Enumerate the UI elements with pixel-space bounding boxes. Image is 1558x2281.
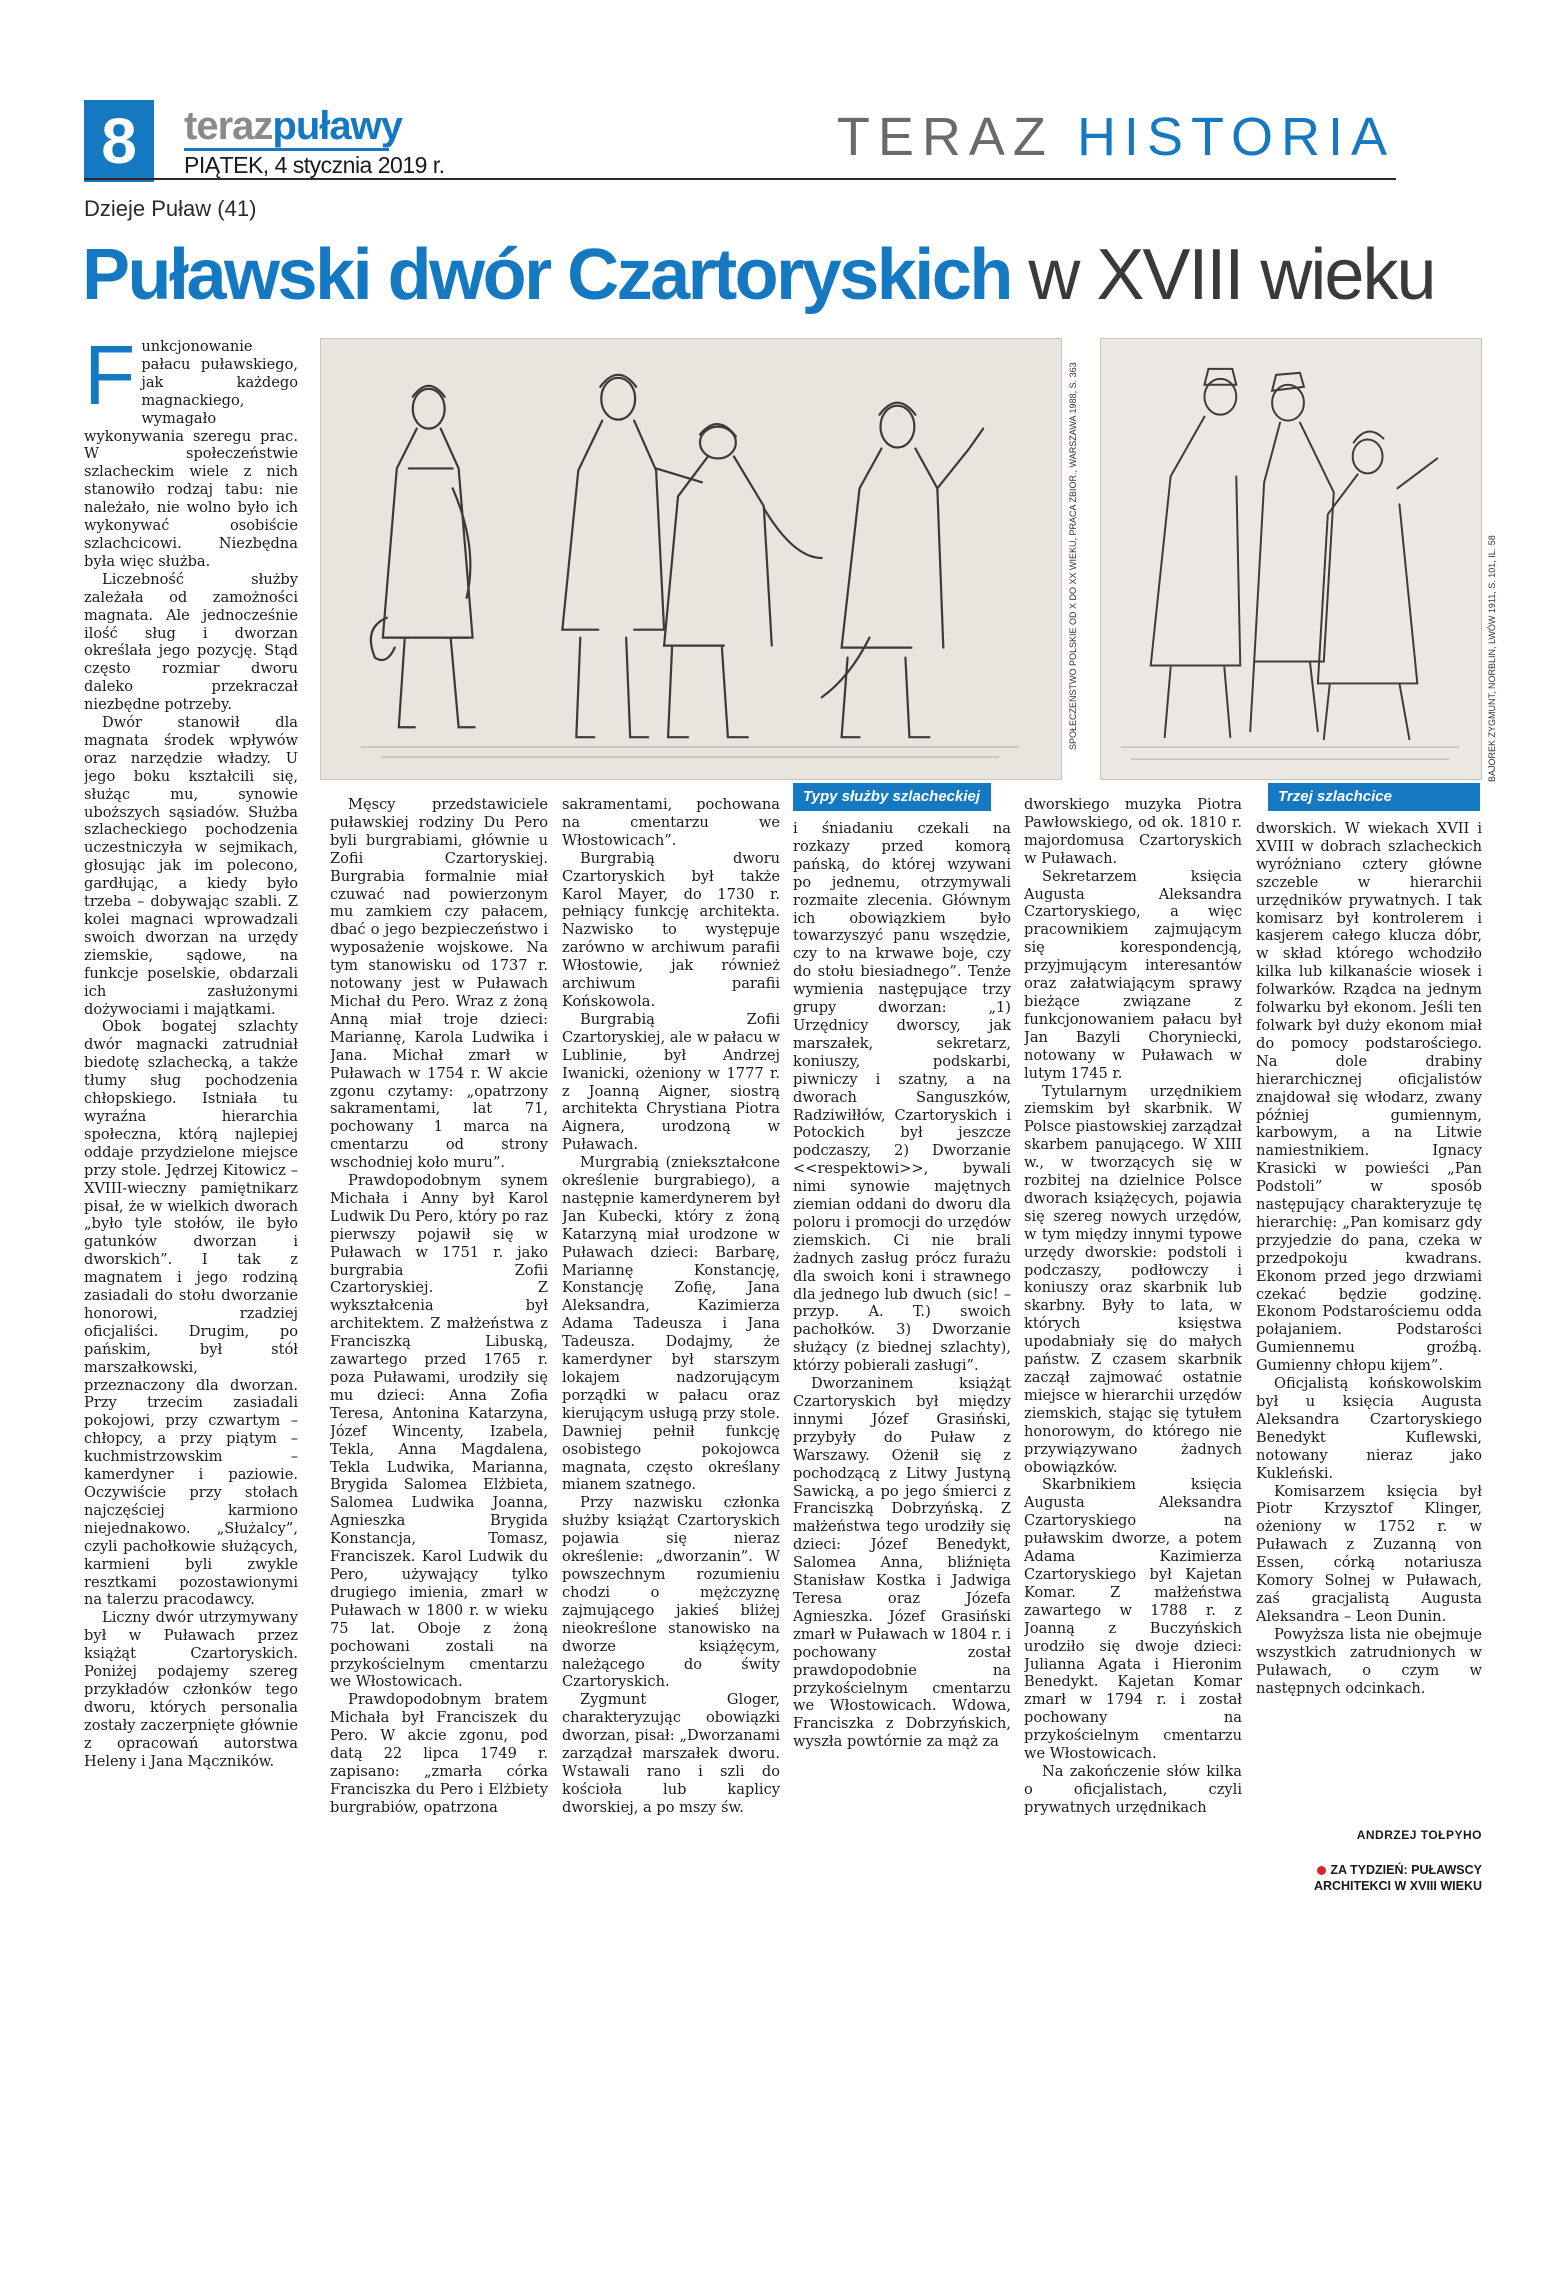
article-headline [82, 234, 1434, 316]
paragraph: Prawdopodobnym synem Michała i Anny był Karol Ludwik Du Pero, który po raz pierwszy pojawił się w Puławach w 1751 r. jako burgrabia Zofii Czartoryskiej. Z wykształcenia był architektem. Z małżeństwa z Franciszką Libuską, zawartego przed 1765 r. poza Puławami, urodziły się mu dzieci: Anna Zofia Teresa, Antonina Katarzyna, Józef Wincenty, Izabela, Tekla, Anna Magdalena, Tekla Ludwika, Marianna, Brygida Salomea Elżbieta, Salomea Ludwika Joanna, Agnieszka Brygida Konstancja, Tomasz, Franciszek. Karol Ludwik du Pero, używający tylko drugiego imienia, zmarł w Puławach w 1800 r. w wieku 75 lat. Oboje z żoną pochowani zostali na przykościelnym cmentarzu we Włostowicach. [330, 1172, 548, 1691]
illustration-service-types [320, 338, 1062, 780]
author-byline: ANDRZEJ TOŁPYHO [1356, 1828, 1482, 1842]
bullet-dot-icon [1317, 1866, 1326, 1875]
logo-pulawy: puławy [272, 104, 402, 148]
paragraph: unkcjonowanie pałacu puławskiego, jak każdego magnackiego, wymagało wykonywania szeregu prac. W społeczeństwie szlacheckim wiele z nich stanowiło rodzaj tabu: nie należało, nie wolno było ich wykonywać osobiście szlachcicowi. Niezbędna była więc służba. [84, 338, 298, 570]
issue-date: PIĄTEK, 4 stycznia 2019 r. [184, 152, 445, 178]
paragraph: Liczny dwór utrzymywany był w Puławach przez książąt Czartoryskich. Poniżej podajemy szereg przykładów członków tego dworu, których personalia zostały zaczerpnięte głównie z opracowań autorstwa Heleny i Jana Mączników. [84, 1609, 298, 1770]
paragraph: Dworzaninem książąt Czartoryskich był między innymi Józef Grasiński, przybyły do Puław z Warszawy. Ożenił się z pochodzącą z Litwy Justyną Sawicką, a po jego śmierci z Franciszką Dobrzyńską. Z małżeństwa tego urodziły się dzieci: Józef Benedykt, Salomea Anna, bliźnięta Stanisław Kostka i Jadwiga Teresa oraz Józefa Agnieszka. Józef Grasiński zmarł w Puławach w 1804 r. i pochowany został prawdopodobnie na przykościelnym cmentarzu we Włostowicach. Wdowa, Franciszka z Dobrzyńskich, wyszła powtórnie za mąż za [793, 1375, 1011, 1751]
paragraph: Obok bogatej szlachty dwór magnacki zatrudniał biedotę szlachecką, a także tłumy sług pochodzenia chłopskiego. Istniała tu wyraźna hierarchia społeczna, którą najlepiej oddaje przydzielone miejsce przy stole. Jędrzej Kitowicz – XVIII-wieczny pamiętnikarz pisał, że w wielkich dworach „było tyle stołów, ile było gatunków dworzan i dworskich”. I tak z magnatem i jego rodziną zasiadali do stołu dworzanie honorowi, rzadziej oficjaliści. Drugim, po pańskim, był stół marszałkowski, przeznaczony dla dworzan. Przy trzecim zasiadali pokojowi, przy czwartym – chłopcy, a przy piątym – kuchmistrzowskim – kamerdyner i paziowie. Oczywiście przy stołach najczęściej karmiono niejednakowo. „Służalcy”, czyli pachołkowie służących, karmieni byli zwykle resztkami pozostawionymi na talerzu pracodawcy. [84, 1018, 298, 1609]
paragraph: Powyższa lista nie obejmuje wszystkich zatrudnionych w Puławach, o czym w następnych odcinkach. [1256, 1625, 1482, 1697]
pencil-sketch-figures-icon [321, 339, 1061, 779]
drop-cap: F [84, 338, 136, 422]
paragraph: Burgrabią dworu Czartoryskich był także Karol Mayer, do 1730 r. pełniący funkcję architekta. Nazwisko to występuje zarówno w archiwum parafii Włostowie, jak również archiwum parafii Końskowola. [562, 849, 780, 1010]
paragraph: Zygmunt Gloger, charakteryzując obowiązki dworzan, pisał: „Dworzanami zarządzał marszałek dworu. Wstawali rano i szli do kościoła lub kaplicy dworskiej, a po mszy św. [562, 1691, 780, 1816]
paragraph: i śniadaniu czekali na rozkazy przed komorą pańską, do której wzywani po jednemu, otrzymywali rozmaite zlecenia. Głównym ich obowiązkiem było towarzyszyć panu wszędzie, czy to na krwawe boje, czy do stołu biesiadnego”. Tenże wymienia następujące trzy grupy dworzan: „1) Urzędnicy dworscy, jak marszałek, sekretarz, koniuszy, podskarbi, piwniczy i szatny, a na dworach Sanguszków, Radziwiłłów, Czartoryskich i Potockich był jeszcze podczaszy, 2) Dworzanie <<respektowi>>, bywali nimi synowie majętnych ziemian oddani do dworu dla poloru i promocji do urzędów ziemskich. Ci nie brali żadnych zasług prócz furażu dla swoich koni i strawnego dla jednego lub dwuch (sic! – przyp. A. T.) swoich pachołków. 3) Dworzanie służący (z biednej szlachty), którzy pobierali zasługi”. [793, 820, 1011, 1375]
article-column-3 [562, 796, 780, 1898]
paragraph: dworskiego muzyka Piotra Pawłowskiego, od ok. 1810 r. majordomusa Czartoryskich w Puławach. [1024, 796, 1242, 867]
page-number: 8 [84, 100, 154, 182]
paragraph: Prawdopodobnym bratem Michała był Franciszek du Pero. W akcie zgonu, pod datą 22 lipca 1749 r. zapisano: „zmarła córka Franciszka du Pero i Elżbiety burgrabiów, opatrzona [330, 1691, 548, 1816]
paragraph: sakramentami, pochowana na cmentarzu we Włostowicach”. [562, 796, 780, 849]
paragraph: Na zakończenie słów kilka o oficjalistach, czyli prywatnych urzędnikach [1024, 1762, 1242, 1816]
series-label: Dzieje Puław (41) [84, 196, 257, 221]
article-column-2 [330, 796, 548, 1898]
headline-main: Puławski dwór Czartoryskich [82, 235, 1011, 315]
teaser-line-1: ZA TYDZIEŃ: PUŁAWSCY [1330, 1863, 1482, 1877]
illustration-three-nobles [1100, 338, 1482, 780]
teaser-line-2: ARCHITEKCI W XVIII WIEKU [1313, 1879, 1482, 1893]
photo-credit-right: BAJOREK ZYGMUNT, NORBLIN, LWÓW 1911, S. 101, IL. 58 [1487, 535, 1497, 782]
section-historia: HISTORIA [1076, 107, 1395, 167]
article-column-1 [84, 338, 298, 1898]
paragraph: Przy nazwisku członka służby książąt Czartoryskich pojawia się nieraz określenie: „dworzanin”. W powszechnym rozumieniu chodzi o mężczyznę zajmującego jakieś bliżej nieokreślone stanowisko na dworze książęcym, należącego do świty Czartoryskich. [562, 1494, 780, 1691]
paragraph: dworskich. W wiekach XVII i XVIII w dobrach szlacheckich wyróżniano cztery główne szczeble w hierarchii urzędników prywatnych. I tak komisarz był kontrolerem i kasjerem całego klucza dóbr, w skład którego wchodziło kilka lub kilkanaście wiosek i folwarków. Rządca na jednym folwarku był ekonom. Jeśli ten folwark był duży ekonom miał do pomocy podstarościego. Na dole drabiny hierarchicznej oficjalistów znajdował się włodarz, zwany później gumiennym, karbowym, a na Litwie namiestnikiem. Ignacy Krasicki w powieści „Pan Podstoli” w sposób następujący charakteryzuje tę hierarchię: „Pan komisarz gdy przyjedzie do pana, czeka w przedpokoju kwadrans. Ekonom przed jego drzwiami czekać będzie godzinę. Ekonom Podstarościemu odda połajaniem. Podstarości Gumiennemu groźbą. Gumienny chłopu kijem”. [1256, 820, 1482, 1375]
paragraph: Liczebność służby zależała od zamożności magnata. Ale jednocześnie ilość sług i dworzan określała jego pozycję. Stąd często rozmiar dworu daleko przekraczał niezbędne potrzeby. [84, 570, 298, 714]
logo-teraz: teraz [184, 104, 273, 148]
paragraph: Sekretarzem księcia Augusta Aleksandra Czartoryskiego, a więc pracownikiem zajmującym się korespondencją, przyjmującym interesantów oraz załatwiającym sprawy bieżące związane z funkcjonowaniem pałacu był Jan Bazyli Choryniecki, notowany w Puławach w lutym 1745 r. [1024, 867, 1242, 1082]
masthead-divider [84, 178, 1396, 180]
paragraph: Tytularnym urzędnikiem ziemskim był skarbnik. W Polsce piastowskiej zarządzał skarbem panującego. W XIII w., w tworzących się w rozbitej na dzielnice Polsce dworach książęcych, pojawia się szereg nowych urzędów, w tym między innymi typowe urzędy dworskie: podstoli i podczaszy, podłowczy i koniuszy oraz skarbnik lub skarbny. Były to lata, w których księstwa upodabniały się do małych państw. Z czasem skarbnik zaczął zajmować ostatnie miejsce w hierarchii urzędów ziemskich, stając się tytułem honorowym, do którego nie przywiązywano żadnych obowiązków. [1024, 1082, 1242, 1476]
article-column-6 [1256, 820, 1482, 1820]
section-title [837, 106, 1395, 168]
article-column-5 [1024, 796, 1242, 1898]
paragraph: Męscy przedstawiciele puławskiej rodziny Du Pero byli burgrabiami, głównie u Zofii Czartoryskiej. Burgrabia formalnie miał czuwać nad powierzonym mu zamkiem czy pałacem, dbać o jego bezpieczeństwo i wyposażenie wojskowe. Na tym stanowisku od 1737 r. notowany jest w Puławach Michał du Pero. Wraz z żoną Anną miał troje dzieci: Mariannę, Karola Ludwika i Jana. Michał zmarł w Puławach w 1754 r. W akcie zgonu czytamy: „opatrzony sakramentami, lat 71, pochowany 1 marca na cmentarzu od strony wschodniej koło muru”. [330, 796, 548, 1172]
paragraph: Skarbnikiem księcia Augusta Aleksandra Czartoryskiego na puławskim dworze, a potem Adama Kazimierza Czartoryskiego był Kajetan Komar. Z małżeństwa zawartego w 1788 r. z Joanną z Buczyńskich urodziło się dwoje dzieci: Julianna Agata i Hieronim Benedykt. Kajetan Komar zmarł w 1794 r. i został pochowany na przykościelnym cmentarzu we Włostowicach. [1024, 1476, 1242, 1763]
logo-underline [184, 148, 389, 151]
paragraph: Burgrabią Zofii Czartoryskiej, ale w pałacu w Lublinie, był Andrzej Iwanicki, ożeniony w 1777 r. z Joanną Aigner, siostrą architekta Chrystiana Piotra Aignera, urodzoną w Puławach. [562, 1010, 780, 1154]
paragraph: Dwór stanowił dla magnata środek wpływów oraz narzędzie władzy. U jego boku kształcili się, służąc mu, synowie uboższych sąsiadów. Służba szlacheckiego pochodzenia uczestniczyła w sejmikach, głosując jak im polecono, gardłując, a kiedy było trzeba – dobywając szabli. Z kolei magnaci wprowadzali swoich dworzan na urzędy ziemskie, sądowe, na funkcje poselskie, obdarzali ich zasłużonymi dożywociami i majątkami. [84, 714, 298, 1018]
paragraph: Oficjalistą końskowolskim był u księcia Augusta Aleksandra Czartoryskiego Benedykt Kuflewski, notowany nieraz jako Kukleński. [1256, 1375, 1482, 1482]
caption-right: Trzej szlachcice [1268, 783, 1480, 811]
paragraph: Komisarzem księcia był Piotr Krzysztof Klinger, ożeniony w 1752 r. w Puławach z Zuzanną von Essen, córką notariusza Komory Solnej w Puławach, zaś gracjalistą Augusta Aleksandra – Leon Dunin. [1256, 1482, 1482, 1625]
headline-secondary: w XVIII wieku [1028, 235, 1435, 315]
section-teraz: TERAZ [836, 107, 1054, 167]
newspaper-logo [184, 104, 402, 149]
article-column-4 [793, 820, 1011, 1900]
next-episode-teaser [1256, 1862, 1482, 1894]
caption-left: Typy służby szlacheckiej [793, 783, 991, 811]
pencil-sketch-nobles-icon [1101, 339, 1481, 779]
paragraph: Murgrabią (zniekształcone określenie burgrabiego), a następnie kamerdynerem był Jan Kubecki, który z żoną Katarzyną miał urodzone w Puławach dzieci: Barbarę, Mariannę Konstancję, Konstancję Zofię, Jana Aleksandra, Kazimierza Adama Tadeusza i Jana Tadeusza. Dodajmy, że kamerdyner był starszym lokajem nadzorującym porządki w pałacu oraz kierującym usługą przy stole. Dawniej pełnił funkcję osobistego pokojowca magnata, często określany mianem szatnego. [562, 1154, 780, 1494]
photo-credit-left: SPOŁECZEŃSTWO POLSKIE OD X DO XX WIEKU, PRACA ZBIOR., WARSZAWA 1988, S. 363 [1068, 362, 1078, 750]
